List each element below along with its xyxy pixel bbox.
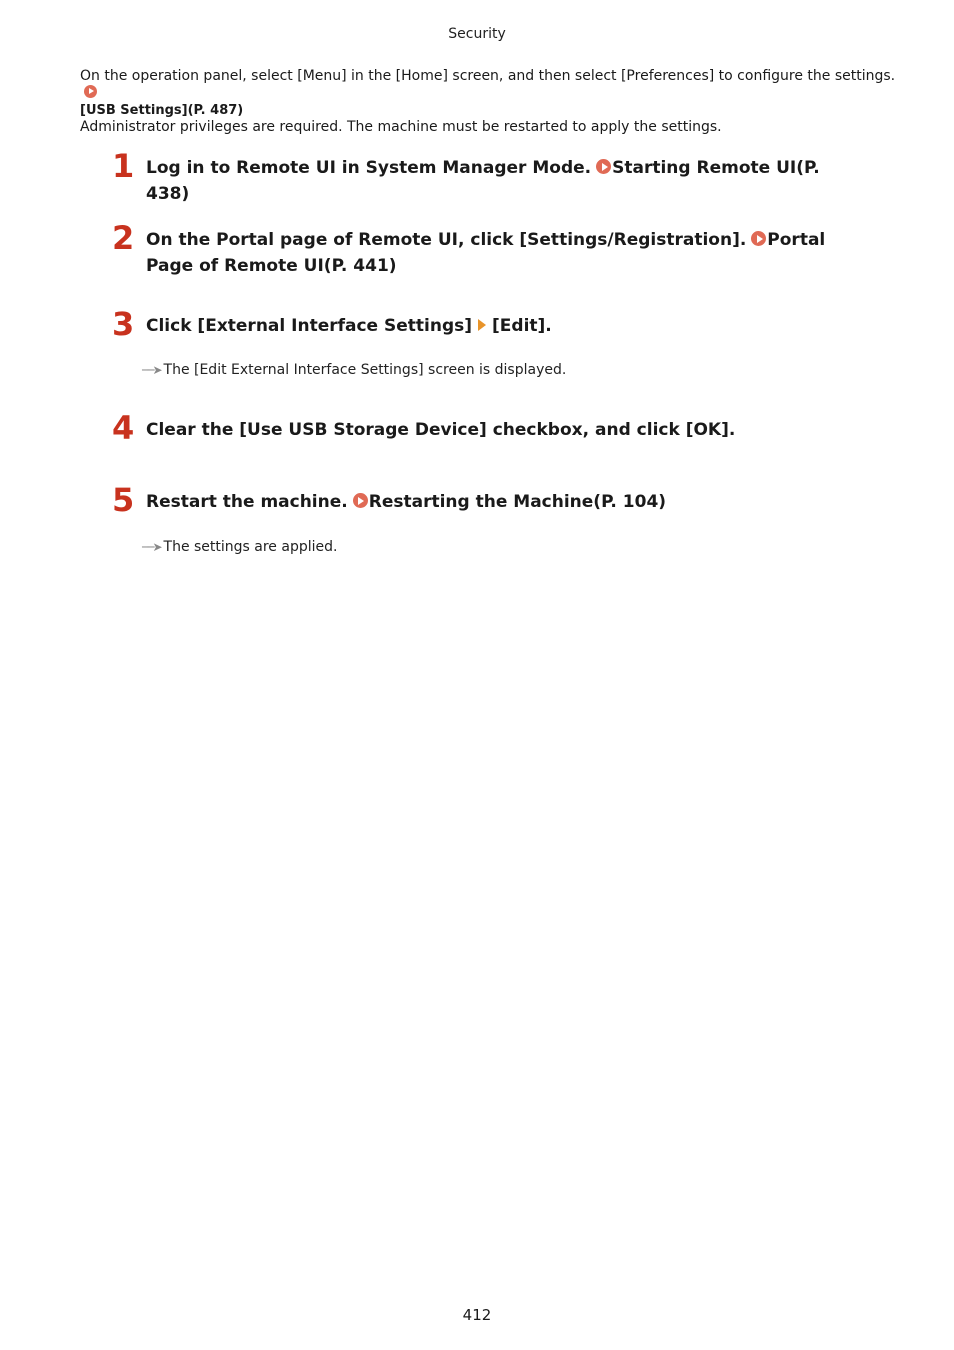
step-number: 2 bbox=[112, 219, 135, 257]
step-instruction: Restart the machine. bbox=[146, 492, 348, 512]
result-arrow-icon: ──➤ bbox=[142, 540, 161, 554]
running-header: Security bbox=[448, 26, 506, 42]
step-instruction-continued: [Edit]. bbox=[492, 316, 552, 336]
step-text bbox=[146, 417, 832, 443]
intro-paragraph bbox=[80, 68, 900, 136]
page-number: 412 bbox=[462, 1306, 492, 1324]
step-instruction: Click [External Interface Settings] bbox=[146, 316, 473, 336]
step-number: 5 bbox=[112, 481, 135, 519]
step-5-result bbox=[142, 539, 337, 555]
step-number: 3 bbox=[112, 305, 135, 343]
link-arrow-icon bbox=[353, 493, 368, 508]
step-number: 4 bbox=[112, 409, 135, 447]
step-number: 1 bbox=[112, 147, 135, 185]
intro-line-2: Administrator privileges are required. The machine must be restarted to apply the settings. bbox=[80, 119, 722, 135]
step-3-result bbox=[142, 362, 566, 378]
step-text bbox=[146, 155, 832, 207]
step-instruction: Clear the [Use USB Storage Device] checkbox, and click [OK]. bbox=[146, 420, 736, 440]
step-instruction: On the Portal page of Remote UI, click [Settings/Registration]. bbox=[146, 230, 747, 250]
step-2 bbox=[112, 219, 832, 279]
step-link[interactable]: Portal Page of Remote UI(P. 441) bbox=[146, 230, 826, 276]
link-arrow-icon bbox=[84, 85, 97, 98]
usb-settings-link[interactable]: [USB Settings](P. 487) bbox=[80, 103, 244, 118]
result-text: The settings are applied. bbox=[163, 539, 338, 555]
step-3 bbox=[112, 305, 832, 343]
step-text bbox=[146, 489, 832, 515]
result-text: The [Edit External Interface Settings] screen is displayed. bbox=[163, 362, 567, 378]
intro-line-1: On the operation panel, select [Menu] in the [Home] screen, and then select [Preferences] to configure the settings. bbox=[80, 68, 896, 84]
step-text bbox=[146, 313, 832, 339]
link-arrow-icon bbox=[751, 231, 766, 246]
step-link[interactable]: Restarting the Machine(P. 104) bbox=[368, 492, 667, 512]
menu-path-arrow-icon bbox=[478, 319, 486, 331]
step-text bbox=[146, 227, 832, 279]
step-instruction: Log in to Remote UI in System Manager Mode. bbox=[146, 158, 592, 178]
step-4 bbox=[112, 409, 832, 447]
result-arrow-icon: ──➤ bbox=[142, 363, 161, 377]
step-5 bbox=[112, 481, 832, 519]
step-1 bbox=[112, 147, 832, 207]
link-arrow-icon bbox=[596, 159, 611, 174]
step-link[interactable]: Starting Remote UI(P. 438) bbox=[146, 158, 820, 204]
